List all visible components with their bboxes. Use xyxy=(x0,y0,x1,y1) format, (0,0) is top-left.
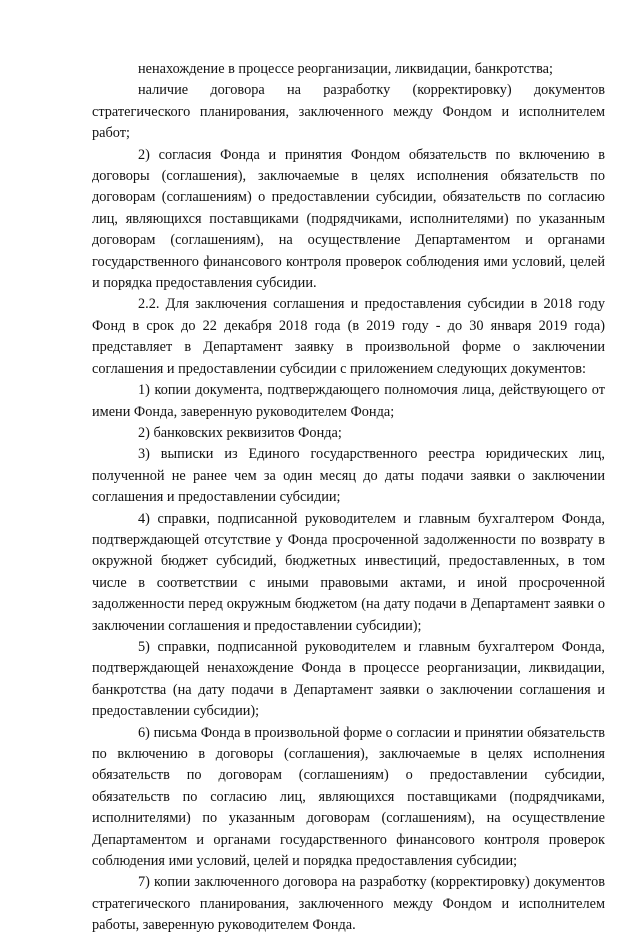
list-item-6-consent-letter: 6) письма Фонда в произвольной форме о согласии и принятии обязательств по включению в договоры (соглашения), заключаемые в целях исполнения обязательств по договорам (соглашениям) о предоставлении субсидии, обязательств по согласию лиц, являющихся поставщиками (подрядчиками, исполнителями) по указанным договорам (соглашениям), на осуществление Департаментом и органами государственного финансового контроля проверок соблюдения ими условий, целей и порядка предоставления субсидии; xyxy=(92,724,605,870)
list-item-3-registry-extract: 3) выписки из Единого государственного реестра юридических лиц, полученной не ранее чем за один месяц до даты подачи заявки о заключении соглашения и предоставлении субсидии; xyxy=(92,446,605,506)
paragraph-item-2-consent: 2) согласия Фонда и принятия Фондом обязательств по включению в договоры (соглашения), заключаемые в целях исполнения обязательств по договорам (соглашениям) о предоставлении субсидии, обязательств по согласию лиц, являющихся поставщиками (подрядчиками, исполнителями) по указанным договорам (соглашениям), на осуществление Департаментом и органами государственного финансового контроля проверок соблюдения ими условий, целей и порядка предоставления субсидии. xyxy=(92,146,605,292)
document-page xyxy=(92,59,605,937)
list-item-4-debt-certificate: 4) справки, подписанной руководителем и главным бухгалтером Фонда, подтверждающей отсутствие у Фонда просроченной задолженности по возврату в окружной бюджет субсидий, бюджетных инвестиций, предоставленных, в том числе в соответствии с иными правовыми актами, и иной просроченной задолженности перед окружным бюджетом (на дату подачи в Департамент заявки о заключении соглашения и предоставлении субсидии); xyxy=(92,510,605,634)
paragraph-section-2-2: 2.2. Для заключения соглашения и предоставления субсидии в 2018 году Фонд в срок до 22 декабря 2018 года (в 2019 году - до 30 января 2019 года) представляет в Департамент заявку в произвольной форме о заключении соглашения и предоставлении субсидии с приложением следующих документов: xyxy=(92,296,605,377)
list-item-7-contract-copy: 7) копии заключенного договора на разработку (корректировку) документов стратегического планирования, заключенного между Фондом и исполнителем работы, заверенную руководителем Фонда. xyxy=(92,874,605,934)
list-item-5-reorganization-certificate: 5) справки, подписанной руководителем и главным бухгалтером Фонда, подтверждающей ненахождение Фонда в процессе реорганизации, ликвидации, банкротства (на дату подачи в Департамент заявки о заключении соглашения и предоставлении субсидии); xyxy=(92,638,605,720)
list-item-1-document-copy: 1) копии документа, подтверждающего полномочия лица, действующего от имени Фонда, заверенную руководителем Фонда; xyxy=(92,382,605,420)
paragraph-reorganization-status: ненахождение в процессе реорганизации, ликвидации, банкротства; xyxy=(138,61,553,77)
list-item-2-bank-details: 2) банковских реквизитов Фонда; xyxy=(138,424,342,441)
paragraph-contract-availability: наличие договора на разработку (корректировку) документов стратегического планирования, заключенного между Фондом и исполнителем работ; xyxy=(92,82,605,142)
